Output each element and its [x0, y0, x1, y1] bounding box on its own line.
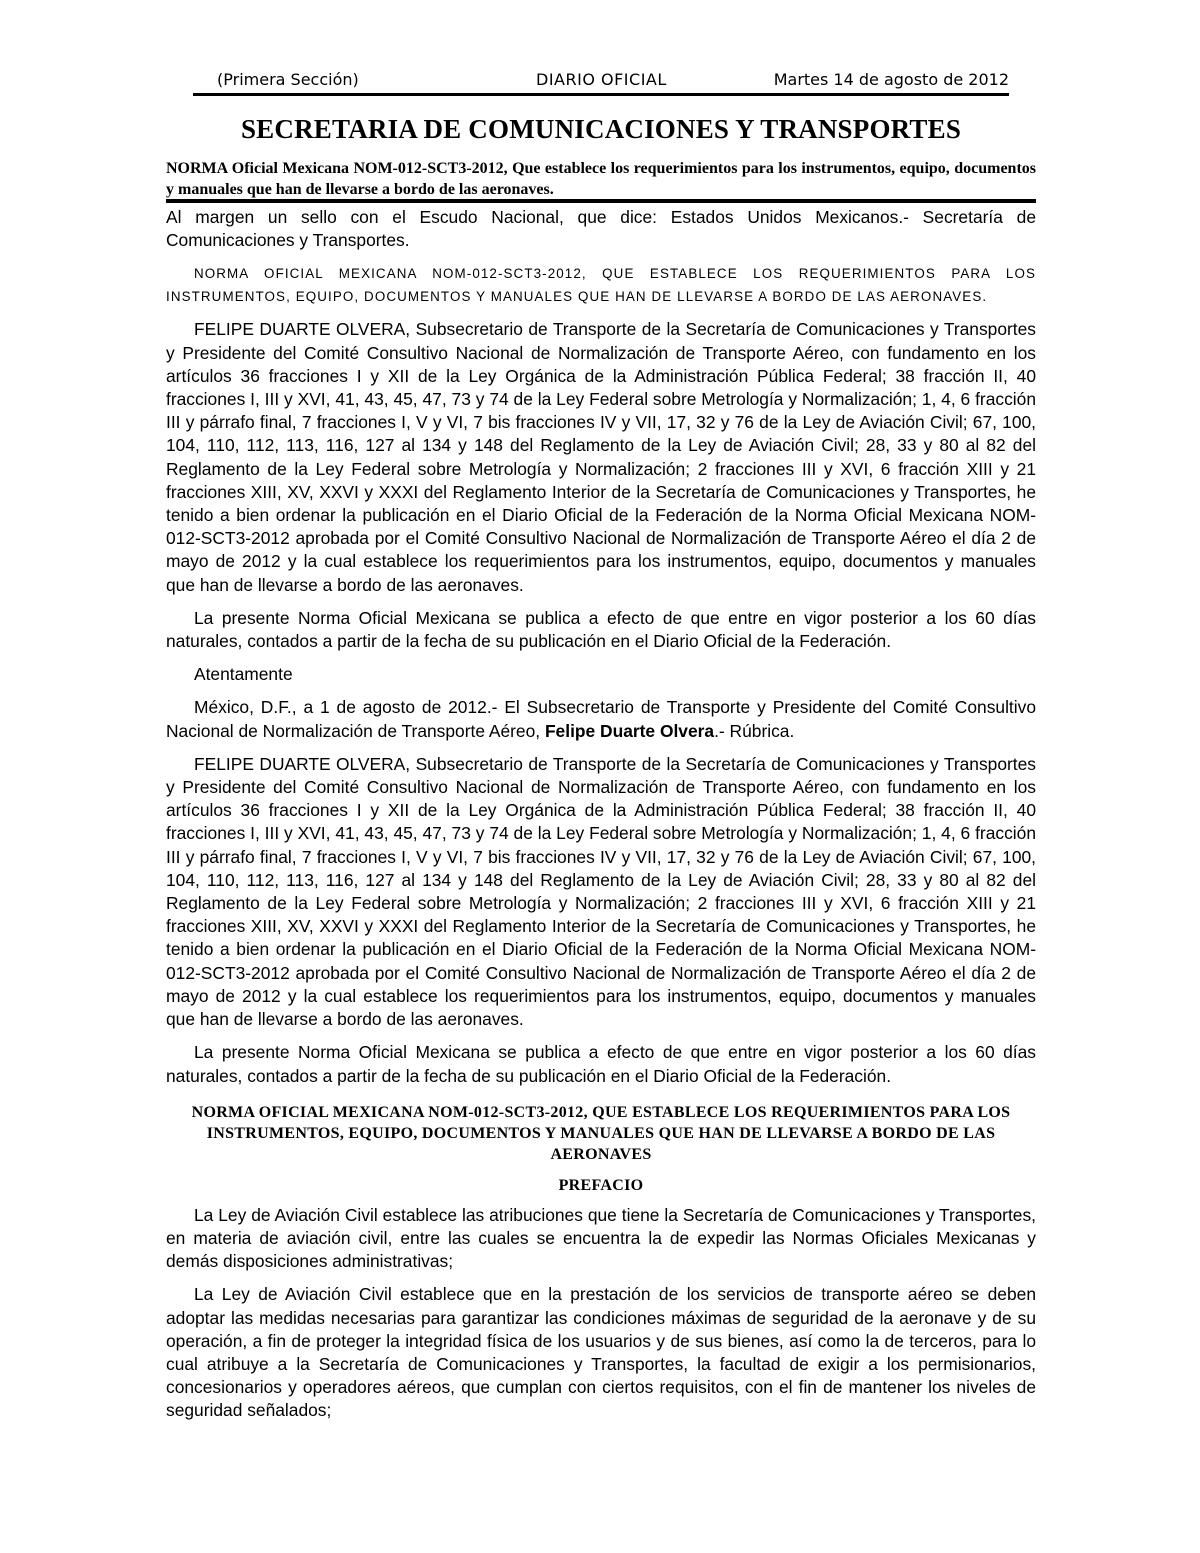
legal-basis-paragraph-2: FELIPE DUARTE OLVERA, Subsecretario de Transporte de la Secretaría de Comunicaciones y Transportes y Presidente del Comité Consultivo Nacional de Normalización de Transporte Aéreo, con fundamento en los artículos 36 fracciones I y XII de la Ley Orgánica de la Administración Pública Federal; 38 fracción II, 40 fracciones I, III y XVI, 41, 43, 45, 47, 73 y 74 de la Ley Federal sobre Metrología y Normalización; 1, 4, 6 fracción III y párrafo final, 7 fracciones I, V y VI, 7 bis fracciones IV y VII, 17, 32 y 76 de la Ley de Aviación Civil; 67, 100, 104, 110, 112, 113, 116, 127 al 134 y 148 del Reglamento de la Ley de Aviación Civil; 28, 33 y 80 al 82 del Reglamento de la Ley Federal sobre Metrología y Normalización; 2 fracciones III y XVI, 6 fracción XIII y 21 fracciones XIII, XV, XXVI y XXXI del Reglamento Interior de la Secretaría de Comunicaciones y Transportes, he tenido a bien ordenar la publicación en el Diario Oficial de la Federación de la Norma Oficial Mexicana NOM-012-SCT3-2012 aprobada por el Comité Consultivo Nacional de Normalización de Transporte Aéreo el día 2 de mayo de 2012 y la cual establece los requerimientos para los instrumentos, equipo, documentos y manuales que han de llevarse a bordo de las aeronaves. [166, 753, 1036, 1030]
signature-rubrica: .- Rúbrica. [714, 720, 795, 741]
signatory-name: Felipe Duarte Olvera [544, 720, 715, 741]
norm-heading: NORMA Oficial Mexicana NOM-012-SCT3-2012, Que establece los requerimientos para los instrumentos, equipo, documentos y manuales que han de llevarse a bordo de las aeronaves. [166, 160, 1036, 198]
preface-paragraph-2: La Ley de Aviación Civil establece que en la prestación de los servicios de transporte aéreo se deben adoptar las medidas necesarias para garantizar las condiciones máximas de seguridad de la aeronave y de su operación, a fin de proteger la integridad física de los usuarios y de sus bienes, así como la de terceros, para lo cual atribuye a la Secretaría de Comunicaciones y Transportes, la facultad de exigir a los permisionarios, concesionarios y operadores aéreos, que cumplan con ciertos requisitos, con el fin de mantener los niveles de seguridad señalados; [166, 1284, 1036, 1421]
signature-text: México, D.F., a 1 de agosto de 2012.- El Subsecretario de Transporte y Presidente del Comité Consultivo Nacional de Normalización de Transporte Aéreo, [166, 697, 1036, 741]
norm-section-title: NORMA OFICIAL MEXICANA NOM-012-SCT3-2012, QUE ESTABLECE LOS REQUERIMIENTOS PARA LOS INSTRUMENTOS, EQUIPO, DOCUMENTOS Y MANUALES QUE HAN DE LLEVARSE A BORDO DE LAS AERONAVES [191, 1103, 1011, 1163]
publication-name: DIARIO OFICIAL [536, 70, 667, 89]
publication-date: Martes 14 de agosto de 2012 [773, 70, 1009, 89]
heading-rule [166, 199, 1036, 203]
document-body [166, 206, 1036, 1433]
effective-date-paragraph-2: La presente Norma Oficial Mexicana se publica a efecto de que entre en vigor posterior a los 60 días naturales, contados a partir de la fecha de su publicación en el Diario Oficial de la Federación. [166, 1042, 1036, 1086]
effective-date-paragraph-1: La presente Norma Oficial Mexicana se publica a efecto de que entre en vigor posterior a los 60 días naturales, contados a partir de la fecha de su publicación en el Diario Oficial de la Federación. [166, 607, 1036, 652]
header-rule [193, 93, 1009, 96]
running-header [193, 70, 1009, 94]
department-title: SECRETARIA DE COMUNICACIONES Y TRANSPORTES [240, 114, 962, 144]
caps-title-paragraph: NORMA OFICIAL MEXICANA NOM-012-SCT3-2012, QUE ESTABLECE LOS REQUERIMIENTOS PARA LOS INSTRUMENTOS, EQUIPO, DOCUMENTOS Y MANUALES QUE HAN DE LLEVARSE A BORDO DE LAS AERONAVES. [166, 266, 1036, 305]
closing-salutation: Atentamente [194, 664, 293, 685]
legal-basis-paragraph-1: FELIPE DUARTE OLVERA, Subsecretario de Transporte de la Secretaría de Comunicaciones y Transportes y Presidente del Comité Consultivo Nacional de Normalización de Transporte Aéreo, con fundamento en los artículos 36 fracciones I y XII de la Ley Orgánica de la Administración Pública Federal; 38 fracción II, 40 fracciones I, III y XVI, 41, 43, 45, 47, 73 y 74 de la Ley Federal sobre Metrología y Normalización; 1, 4, 6 fracción III y párrafo final, 7 fracciones I, V y VI, 7 bis fracciones IV y VII, 17, 32 y 76 de la Ley de Aviación Civil; 67, 100, 104, 110, 112, 113, 116, 127 al 134 y 148 del Reglamento de la Ley de Aviación Civil; 28, 33 y 80 al 82 del Reglamento de la Ley Federal sobre Metrología y Normalización; 2 fracciones III y XVI, 6 fracción XIII y 21 fracciones XIII, XV, XXVI y XXXI del Reglamento Interior de la Secretaría de Comunicaciones y Transportes, he tenido a bien ordenar la publicación en el Diario Oficial de la Federación de la Norma Oficial Mexicana NOM-012-SCT3-2012 aprobada por el Comité Consultivo Nacional de Normalización de Transporte Aéreo el día 2 de mayo de 2012 y la cual establece los requerimientos para los instrumentos, equipo, documentos y manuales que han de llevarse a bordo de las aeronaves. [166, 319, 1036, 595]
seal-paragraph: Al margen un sello con el Escudo Nacional, que dice: Estados Unidos Mexicanos.- Secretaría de Comunicaciones y Transportes. [166, 207, 1036, 251]
signature-paragraph [166, 696, 1036, 742]
preface-paragraph-1: La Ley de Aviación Civil establece las atribuciones que tiene la Secretaría de Comunicaciones y Transportes, en materia de aviación civil, entre las cuales se encuentra la de expedir las Normas Oficiales Mexicanas y demás disposiciones administrativas; [166, 1204, 1036, 1272]
section-label: (Primera Sección) [217, 70, 359, 89]
prefacio-heading: PREFACIO [558, 1176, 644, 1194]
